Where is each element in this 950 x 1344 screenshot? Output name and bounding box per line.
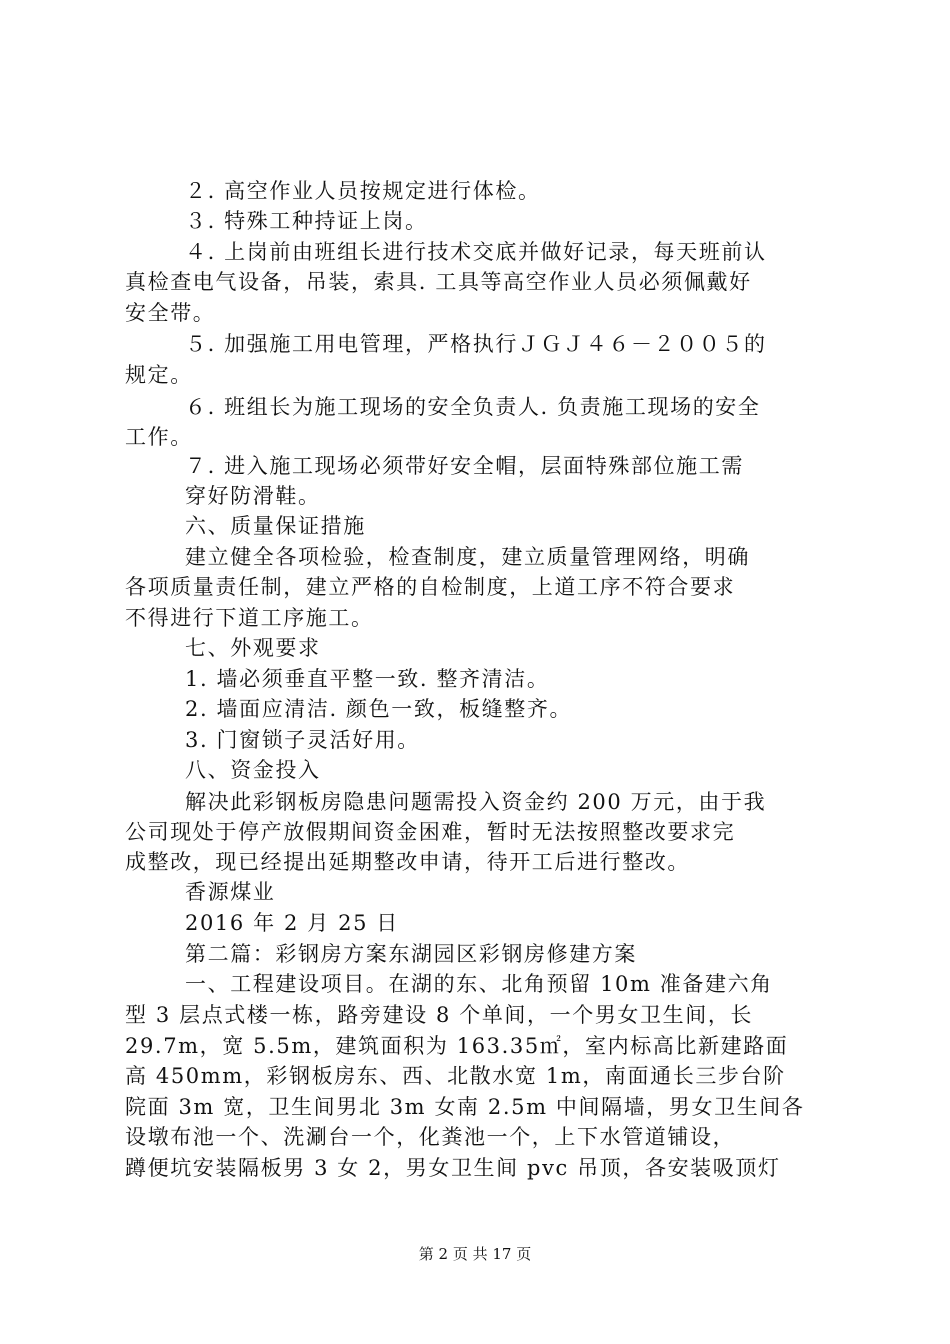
text-line: 高 450mm，彩钢板房东、西、北散水宽 1m，南面通长三步台阶: [125, 1064, 786, 1088]
text-line: 解决此彩钢板房隐患问题需投入资金约 200 万元，由于我: [185, 790, 767, 814]
text-line: 型 3 层点式楼一栋，路旁建设 8 个单间，一个男女卫生间，长: [125, 1003, 754, 1027]
section-heading: 六、质量保证措施: [185, 514, 366, 538]
text-line: 真检查电气设备，吊装，索具. 工具等高空作业人员必须佩戴好: [125, 270, 752, 294]
text-line: 建立健全各项检验，检查制度，建立质量管理网络，明确: [185, 545, 750, 569]
text-line: 规定。: [125, 363, 193, 387]
text-line: ４. 上岗前由班组长进行技术交底并做好记录，每天班前认: [185, 240, 767, 264]
text-line: 工作。: [125, 425, 193, 449]
text-line: 2. 墙面应清洁. 颜色一致，板缝整齐。: [185, 697, 573, 721]
text-line: 1. 墙必须垂直平整一致. 整齐清洁。: [185, 667, 550, 691]
text-line: 蹲便坑安装隔板男 3 女 2，男女卫生间 pvc 吊顶，各安装吸顶灯: [125, 1156, 781, 1180]
text-line: 安全带。: [125, 301, 216, 325]
section-heading: 八、资金投入: [185, 758, 321, 782]
text-line: 不得进行下道工序施工。: [125, 606, 374, 630]
text-line: ７. 进入施工现场必须带好安全帽，层面特殊部位施工需: [185, 454, 744, 478]
text-line: ５. 加强施工用电管理，严格执行ＪＧＪ４６－２００５的: [185, 332, 767, 356]
signature-date: 2016 年 2 月 25 日: [185, 911, 399, 935]
chapter-heading: 第二篇：彩钢房方案东湖园区彩钢房修建方案: [185, 942, 637, 966]
text-line: 29.7m，宽 5.5m，建筑面积为 163.35㎡，室内标高比新建路面: [125, 1034, 789, 1058]
text-line: 设墩布池一个、洗涮台一个，化粪池一个，上下水管道铺设，: [125, 1125, 736, 1149]
text-line: 院面 3m 宽，卫生间男北 3m 女南 2.5m 中间隔墙，男女卫生间各: [125, 1095, 805, 1119]
text-line: 公司现处于停产放假期间资金困难，暂时无法按照整改要求完: [125, 820, 736, 844]
text-line: 成整改，现已经提出延期整改申请，待开工后进行整改。: [125, 850, 690, 874]
text-line: ２. 高空作业人员按规定进行体检。: [185, 179, 541, 203]
section-heading: 七、外观要求: [185, 636, 321, 660]
page-number-footer: 第 2 页 共 17 页: [418, 1245, 532, 1263]
text-line: 各项质量责任制，建立严格的自检制度，上道工序不符合要求: [125, 575, 736, 599]
text-line: ６. 班组长为施工现场的安全负责人. 负责施工现场的安全: [185, 395, 761, 419]
signature-company: 香源煤业: [185, 880, 276, 904]
text-line: 3. 门窗锁子灵活好用。: [185, 728, 420, 752]
text-line: ３. 特殊工种持证上岗。: [185, 209, 428, 233]
text-line: 一、工程建设项目。在湖的东、北角预留 10m 准备建六角: [185, 972, 773, 996]
text-line: 穿好防滑鞋。: [185, 484, 321, 508]
